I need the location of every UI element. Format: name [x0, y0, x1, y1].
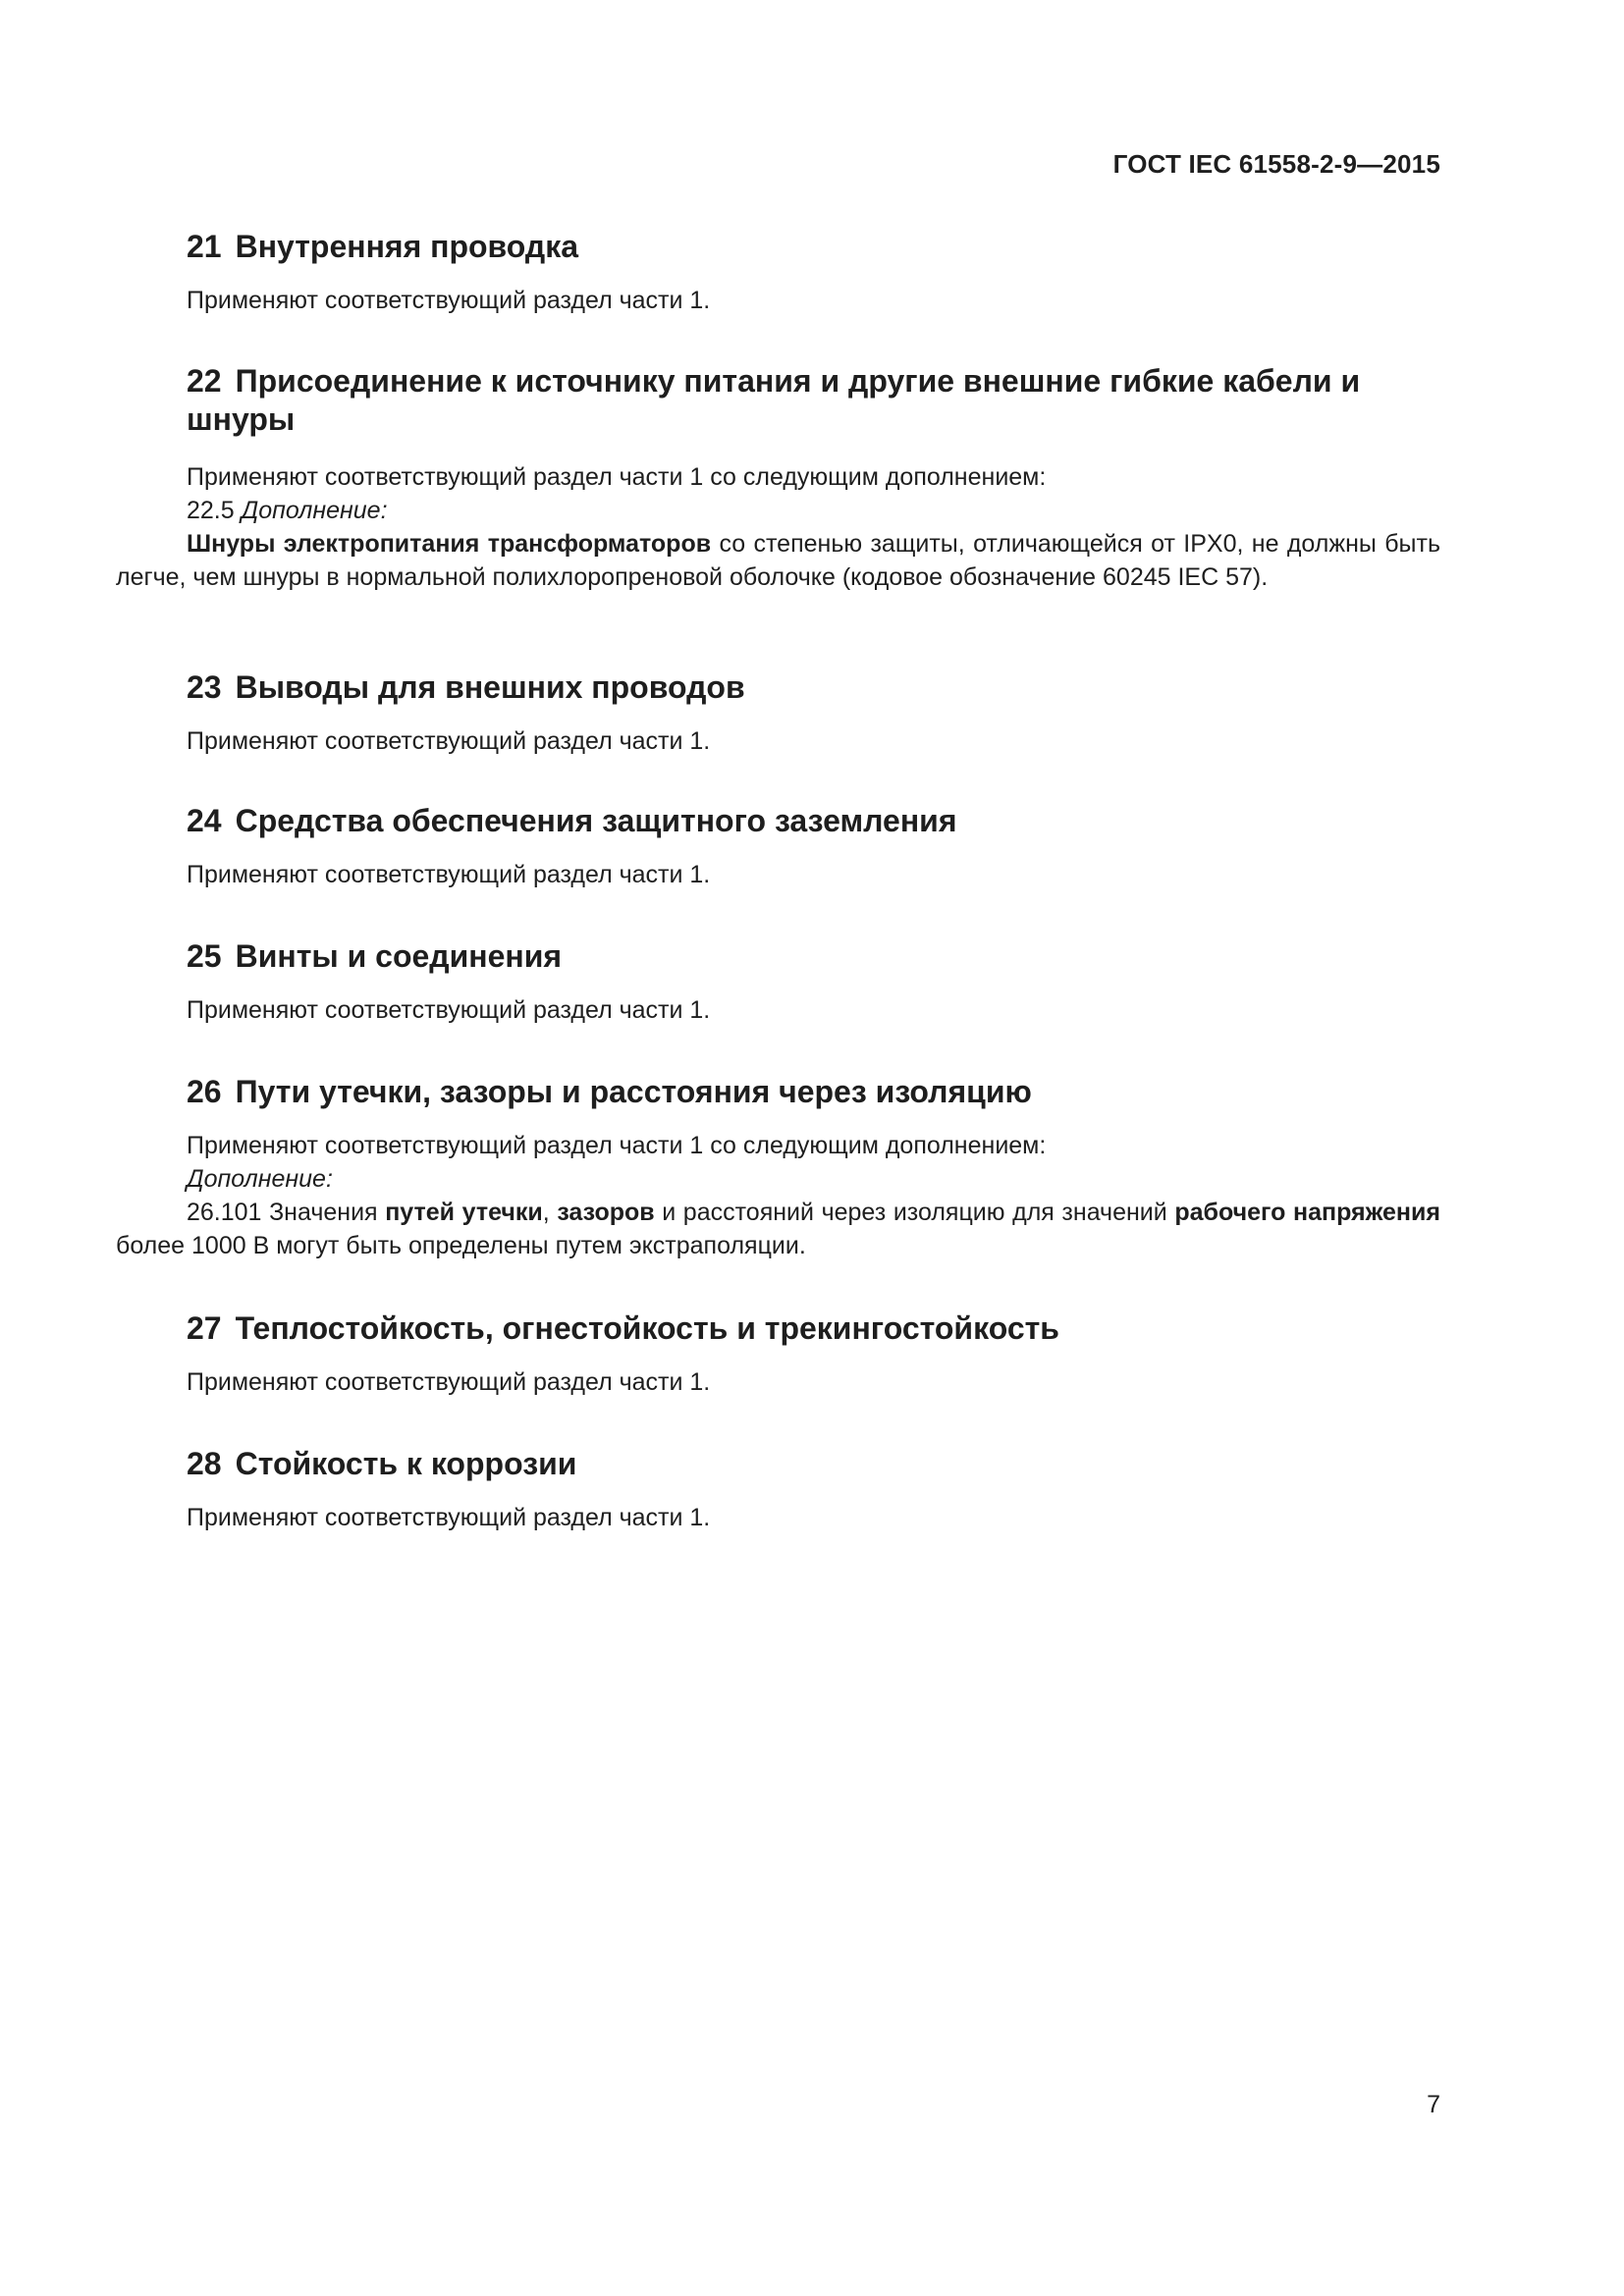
- section-23: [116, 668, 1440, 758]
- section-text: Применяют соответствующий раздел части 1.: [187, 1368, 711, 1396]
- section-title: [187, 937, 1440, 976]
- section-number: 25: [187, 938, 222, 974]
- section-27: [116, 1309, 1440, 1399]
- section-text: Применяют соответствующий раздел части 1.: [187, 996, 711, 1024]
- section-text: Применяют соответствующий раздел части 1.: [187, 727, 711, 755]
- bold-term: путей утечки: [385, 1199, 543, 1226]
- section-number: 23: [187, 669, 222, 705]
- section-title-text: Средства обеспечения защитного заземления: [235, 803, 957, 838]
- section-number: 24: [187, 803, 222, 838]
- paragraph-text: и расстояний через изоляцию для значений: [654, 1199, 1175, 1226]
- subclause-paragraph: [116, 1196, 1440, 1262]
- section-title: [187, 1073, 1440, 1111]
- section-title-text: Теплостойкость, огнестойкость и трекингостойкость: [235, 1310, 1059, 1346]
- section-title: [187, 1445, 1440, 1483]
- section-text: Применяют соответствующий раздел части 1 со следующим дополнением:: [187, 463, 1047, 491]
- section-text: Применяют соответствующий раздел части 1.: [187, 1504, 711, 1531]
- section-text: Применяют соответствующий раздел части 1.: [187, 287, 711, 314]
- addition-label: Дополнение:: [241, 497, 388, 524]
- section-title-text: Присоединение к источнику питания и другие внешние гибкие кабели и: [235, 363, 1361, 399]
- section-title-text: Внутренняя проводка: [235, 229, 579, 264]
- bold-term: зазоров: [557, 1199, 655, 1226]
- bold-term: рабочего напряжения: [1174, 1199, 1440, 1226]
- section-number: 21: [187, 229, 222, 264]
- paragraph-text: 26.101 Значения: [187, 1199, 386, 1226]
- section-title-text: Стойкость к коррозии: [235, 1446, 577, 1481]
- section-title: [187, 228, 1440, 266]
- section-title-text: Пути утечки, зазоры и расстояния через изоляцию: [235, 1074, 1032, 1109]
- paragraph-text: ,: [542, 1199, 558, 1226]
- section-21: [116, 228, 1440, 317]
- section-title: [187, 802, 1440, 840]
- bold-term: Шнуры электропитания трансформаторов: [187, 530, 712, 558]
- section-text: Применяют соответствующий раздел части 1.: [187, 861, 711, 888]
- section-number: 27: [187, 1310, 222, 1346]
- page-number: 7: [1427, 2091, 1440, 2118]
- subclause-paragraph: [116, 527, 1440, 594]
- section-title: [187, 668, 1440, 707]
- section-28: [116, 1445, 1440, 1534]
- section-title-text: Винты и соединения: [235, 938, 563, 974]
- addition-label: Дополнение:: [187, 1165, 333, 1193]
- section-number: 28: [187, 1446, 222, 1481]
- paragraph-text: более 1000 В могут быть определены путем экстраполяции.: [116, 1232, 806, 1259]
- paragraph-text: со степенью защиты, отличающейся от IPX0, не должны быть легче, чем шнуры в нормальной полихлоропреновой оболочке (кодовое обозначение 60245 IEC 57).: [116, 530, 1440, 591]
- section-title: [187, 1309, 1440, 1348]
- document-header: ГОСТ IEC 61558-2-9—2015: [1112, 149, 1440, 179]
- section-number: 26: [187, 1074, 222, 1109]
- section-title-text: Выводы для внешних проводов: [235, 669, 745, 705]
- subclause-number: 22.5: [187, 497, 235, 524]
- section-title-text-line2: шнуры: [187, 401, 296, 437]
- section-title: [187, 362, 1440, 439]
- section-text: Применяют соответствующий раздел части 1 со следующим дополнением:: [187, 1132, 1047, 1159]
- section-25: [116, 937, 1440, 1027]
- section-number: 22: [187, 363, 222, 399]
- section-22: [116, 362, 1440, 594]
- section-26: [116, 1073, 1440, 1262]
- section-24: [116, 802, 1440, 891]
- subclause-heading: [116, 494, 1440, 527]
